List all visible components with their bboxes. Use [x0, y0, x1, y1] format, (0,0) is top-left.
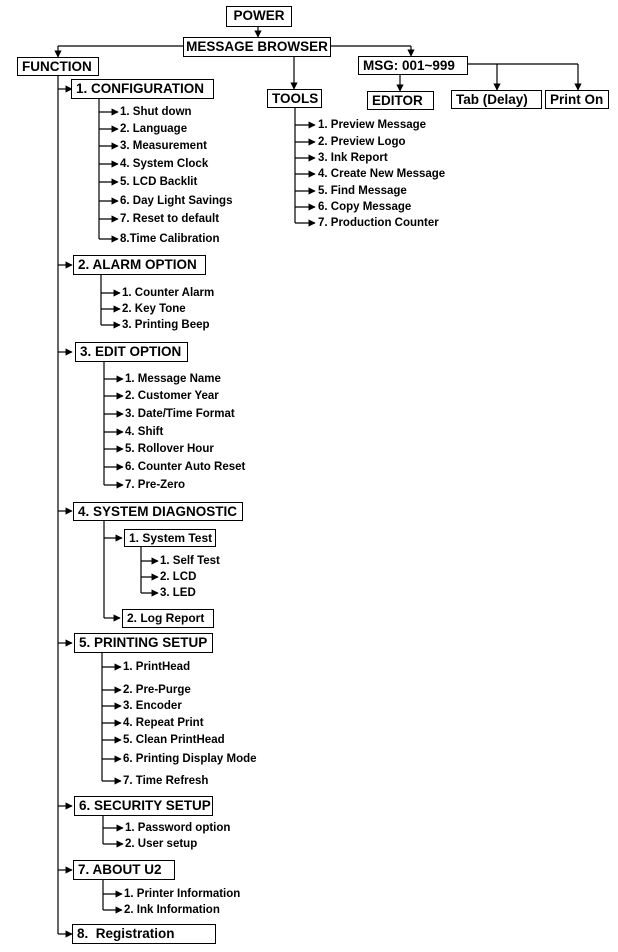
- tools-item: 1. Preview Message: [318, 119, 427, 131]
- section-printing-setup: 5. PRINTING SETUP: [74, 633, 213, 653]
- section-edit-option: 3. EDIT OPTION: [75, 342, 188, 362]
- alarm-option-item: 1. Counter Alarm: [122, 287, 215, 299]
- configuration-item: 4. System Clock: [120, 158, 209, 170]
- system-test-item: 1. Self Test: [160, 555, 220, 567]
- system-test-item: 3. LED: [160, 587, 196, 599]
- alarm-option-item: 3. Printing Beep: [122, 319, 210, 331]
- power-box: POWER: [226, 6, 292, 27]
- section-about-u2: 7. ABOUT U2: [73, 860, 175, 880]
- printing-setup-item: 2. Pre-Purge: [123, 684, 191, 696]
- alarm-option-item: 2. Key Tone: [122, 303, 186, 315]
- tools-item: 3. Ink Report: [318, 152, 388, 164]
- editor-box: EDITOR: [367, 91, 434, 110]
- edit-option-item: 2. Customer Year: [125, 390, 219, 402]
- edit-option-item: 6. Counter Auto Reset: [125, 461, 246, 473]
- edit-option-item: 5. Rollover Hour: [125, 443, 214, 455]
- printing-setup-item: 4. Repeat Print: [123, 717, 204, 729]
- configuration-item: 5. LCD Backlit: [120, 176, 198, 188]
- tools-item: 7. Production Counter: [318, 217, 439, 229]
- tools-item: 5. Find Message: [318, 185, 407, 197]
- printing-setup-item: 7. Time Refresh: [123, 775, 209, 787]
- system-test-box: 1. System Test: [124, 529, 216, 547]
- printing-setup-item: 6. Printing Display Mode: [123, 753, 257, 765]
- function-box: FUNCTION: [17, 57, 99, 76]
- section-registration: 8. Registration: [72, 924, 216, 944]
- edit-option-item: 4. Shift: [125, 426, 164, 438]
- printing-setup-item: 3. Encoder: [123, 700, 182, 712]
- section-security-setup: 6. SECURITY SETUP: [74, 796, 213, 816]
- section-configuration: 1. CONFIGURATION: [71, 79, 214, 99]
- about-u2-item: 1. Printer Information: [124, 888, 241, 900]
- edit-option-item: 3. Date/Time Format: [125, 408, 235, 420]
- printing-setup-item: 1. PrintHead: [123, 661, 191, 673]
- tab-delay-box: Tab (Delay): [451, 90, 542, 109]
- section-system-diagnostic: 4. SYSTEM DIAGNOSTIC: [73, 502, 243, 521]
- configuration-item: 3. Measurement: [120, 140, 207, 152]
- msg-box: MSG: 001~999: [358, 56, 468, 75]
- configuration-item: 2. Language: [120, 123, 188, 135]
- tools-item: 6. Copy Message: [318, 201, 412, 213]
- edit-option-item: 7. Pre-Zero: [125, 479, 186, 491]
- message-browser-box: MESSAGE BROWSER: [183, 37, 331, 57]
- section-alarm-option: 2. ALARM OPTION: [73, 255, 206, 275]
- tools-item: 2. Preview Logo: [318, 136, 406, 148]
- printing-setup-item: 5. Clean PrintHead: [123, 734, 225, 746]
- system-test-item: 2. LCD: [160, 571, 197, 583]
- security-setup-item: 2. User setup: [125, 838, 198, 850]
- configuration-item: 8.Time Calibration: [120, 233, 220, 245]
- tools-box: TOOLS: [267, 89, 322, 108]
- about-u2-item: 2. Ink Information: [124, 904, 220, 916]
- configuration-item: 6. Day Light Savings: [120, 195, 233, 207]
- configuration-item: 7. Reset to default: [120, 213, 220, 225]
- security-setup-item: 1. Password option: [125, 822, 231, 834]
- configuration-item: 1. Shut down: [120, 106, 192, 118]
- print-on-box: Print On: [545, 90, 609, 109]
- tools-item: 4. Create New Message: [318, 168, 446, 180]
- log-report-box: 2. Log Report: [122, 609, 214, 628]
- edit-option-item: 1. Message Name: [125, 373, 221, 385]
